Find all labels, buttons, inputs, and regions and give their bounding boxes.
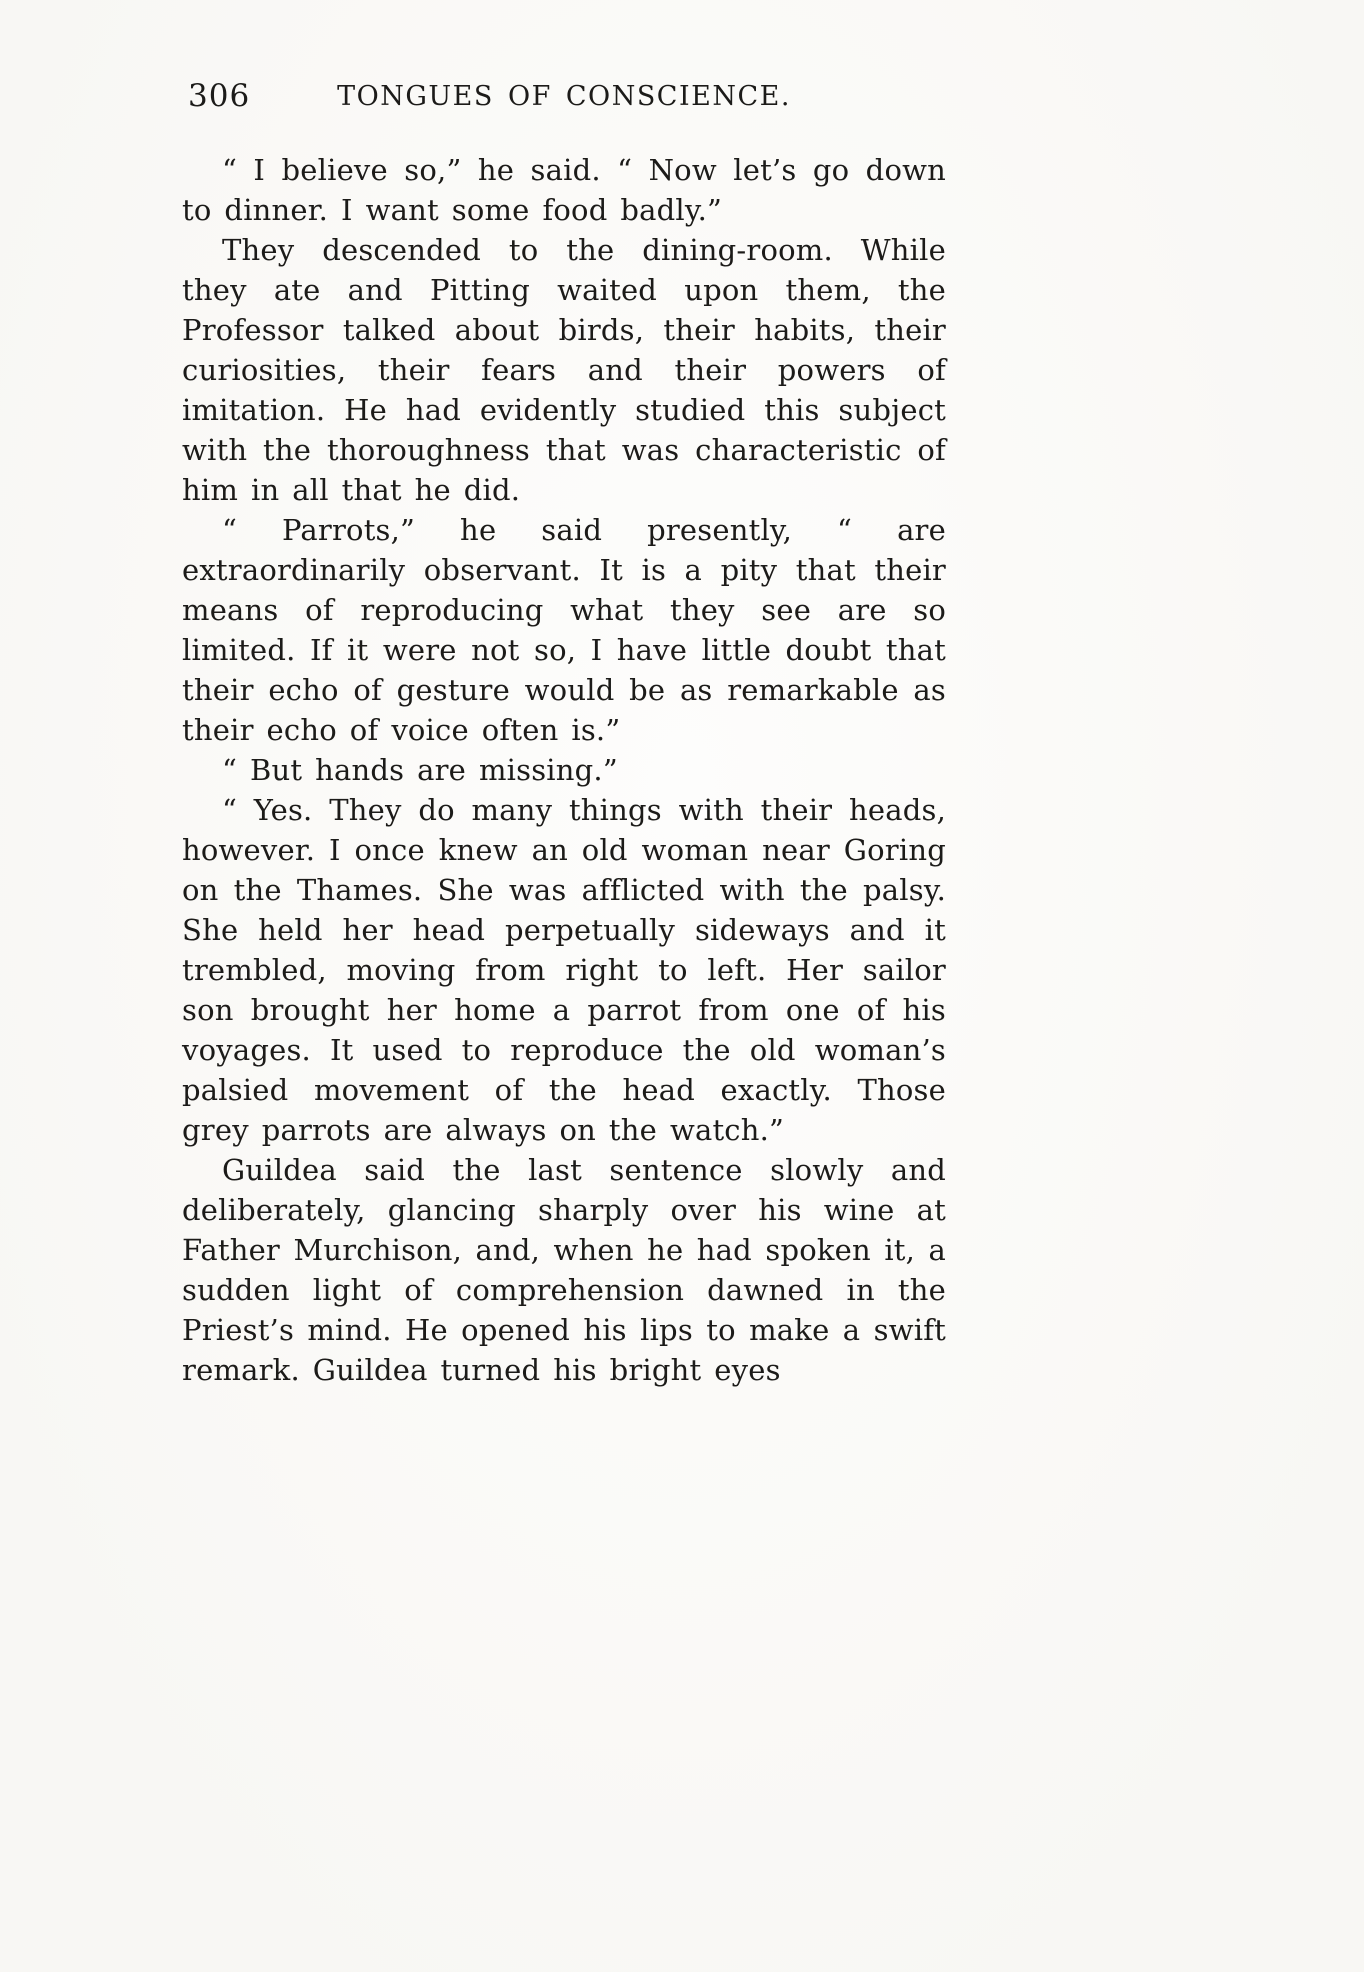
paragraph: “ I believe so,” he said. “ Now let’s go down to dinner. I want some food badly.” [182,153,946,227]
page-number: 306 [188,78,251,114]
paragraph: “ Parrots,” he said presently, “ are extraordinarily observant. It is a pity that their means of reproducing what they see are so limited. If it were not so, I have little doubt that their echo of gesture would be as remarkable as their echo of voice often is.” [182,513,946,747]
paragraph: Guildea said the last sentence slowly and deliberately, glancing sharply over his wine at Father Murchison, and, when he had spoken it, a sudden light of comprehension dawned in the Priest’s mind. He opened his lips to make a swift remark. Guildea turned his bright eyes [182,1153,946,1387]
text-column [182,78,946,1390]
paragraph: “ But hands are missing.” [222,753,618,787]
paragraph: They descended to the dining-room. While they ate and Pitting waited upon them, the Professor talked about birds, their habits, their curiosities, their fears and their powers of imitation. He had evidently studied this subject with the thoroughness that was characteristic of him in all that he did. [182,233,946,507]
paragraph: “ Yes. They do many things with their heads, however. I once knew an old woman near Goring on the Thames. She was afflicted with the palsy. She held her head perpetually sideways and it trembled, moving from right to left. Her sailor son brought her home a parrot from one of his voyages. It used to reproduce the old woman’s palsied movement of the head exactly. Those grey parrots are always on the watch.” [182,793,946,1147]
page-header [182,78,946,124]
body-text [182,150,946,1390]
running-header-title: TONGUES OF CONSCIENCE. [337,81,791,112]
